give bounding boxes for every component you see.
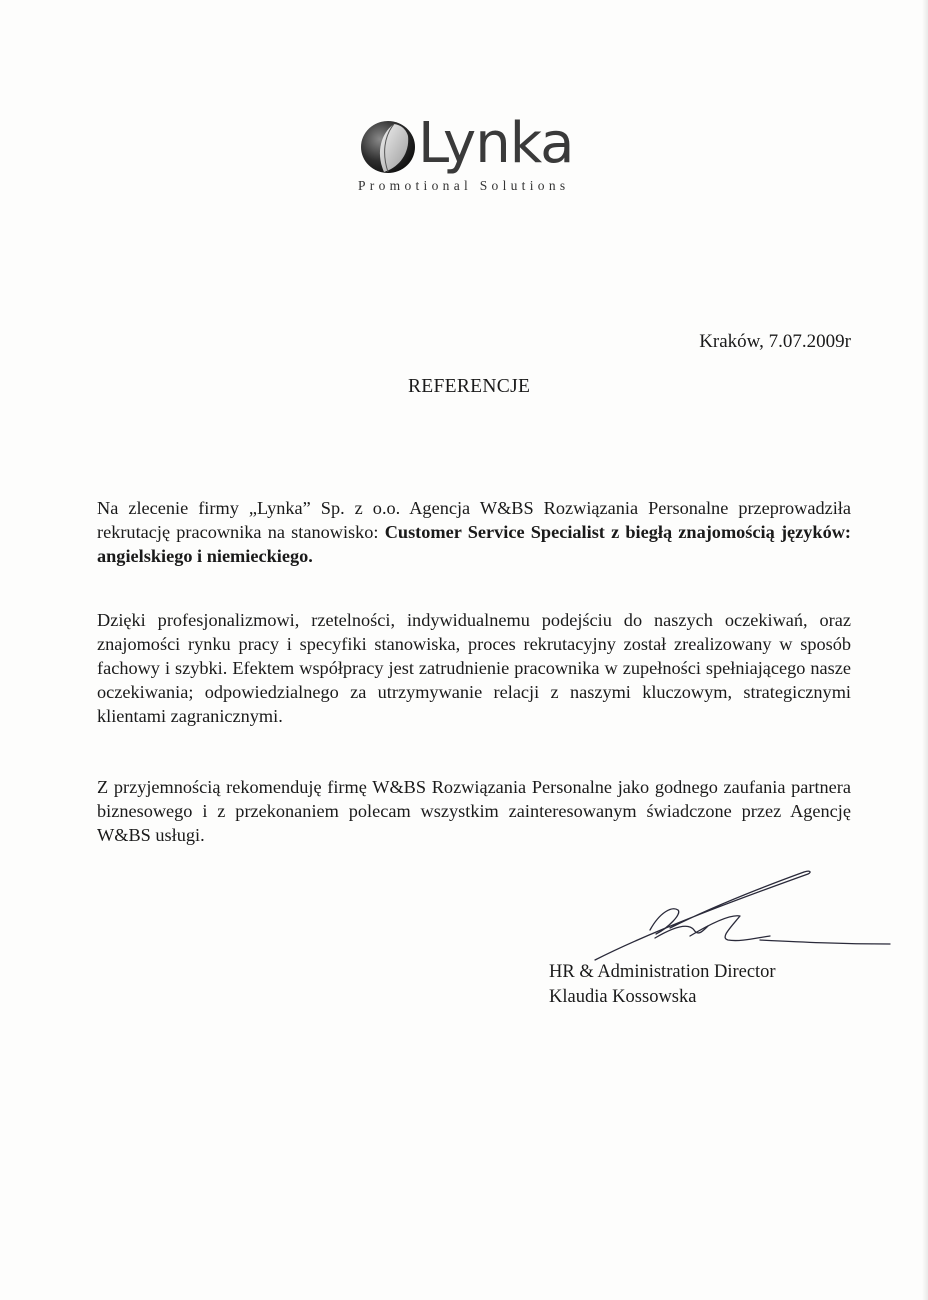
paragraph-1-bold-text: Customer Service Specialist z biegłą znajomością języków: angielskiego i niemieckiego. [97, 522, 851, 566]
handwritten-signature [560, 862, 895, 962]
paragraph-3: Z przyjemnością rekomenduję firmę W&BS Rozwiązania Personalne jako godnego zaufania partnera biznesowego i z przekonaniem polecam wszystkim zainteresowanym świadczone przez Agencję W&BS usługi. [97, 777, 851, 845]
lynka-logo-icon [358, 116, 418, 176]
company-tagline: Promotional Solutions [358, 178, 570, 193]
place-and-date: Kraków, 7.07.2009r [699, 331, 851, 352]
document-title: REFERENCJE [408, 376, 531, 397]
paragraph-1-text: Na zlecenie firmy „Lynka” Sp. z o.o. Agencja W&BS Rozwiązania Personalne przeprowadziła rekrutację pracownika na stanowisko: [97, 498, 851, 542]
paragraph-1 [97, 496, 851, 568]
company-logo [350, 106, 600, 198]
paragraph-2: Dzięki profesjonalizmowi, rzetelności, indywidualnemu podejściu do naszych oczekiwań, oraz znajomości rynku pracy i specyfiki stanowiska, proces rekrutacyjny został zrealizowany w sposób fachowy i szybki. Efektem współpracy jest zatrudnienie pracownika w zupełności spełniającego nasze oczekiwania; odpowiedzialnego za utrzymywanie relacji z naszymi kluczowym, strategicznymi klientami zagranicznymi. [97, 610, 851, 726]
company-name: Lynka [418, 111, 574, 176]
signatory-position: HR & Administration Director [549, 962, 776, 982]
signatory-name: Klaudia Kossowska [549, 987, 697, 1007]
scan-edge-shadow [922, 0, 928, 1300]
